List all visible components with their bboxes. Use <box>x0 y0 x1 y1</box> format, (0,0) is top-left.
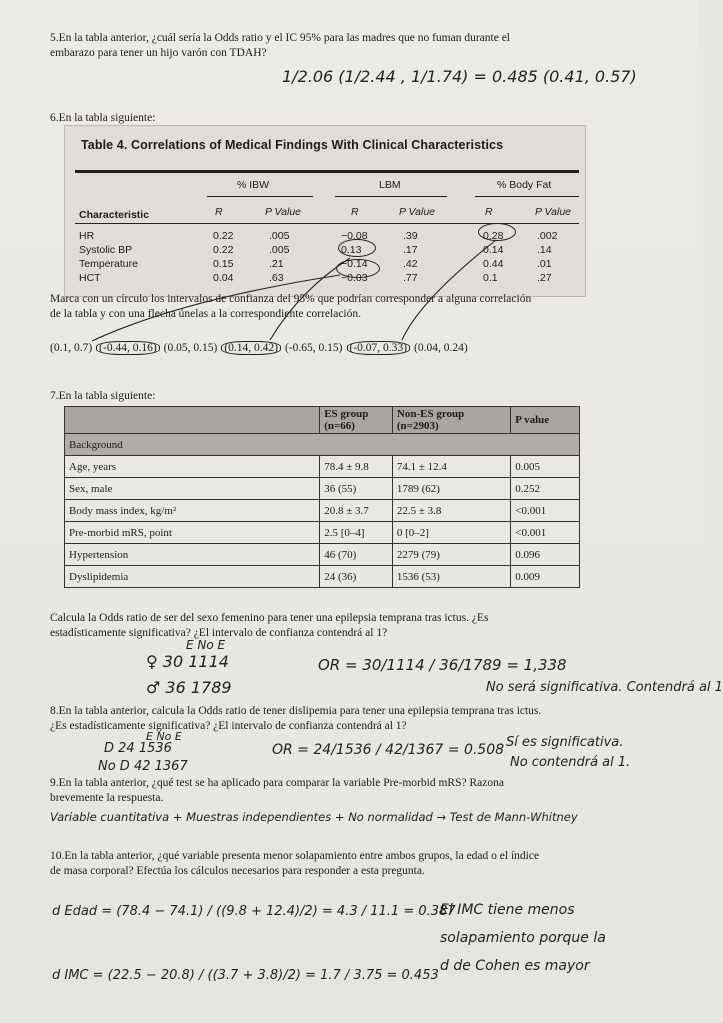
t4-cell: −0.14 <box>341 258 368 270</box>
table7-cell-p: 0.252 <box>511 478 580 500</box>
q7-hand-or: OR = 30/1114 / 36/1789 = 1,338 <box>318 656 567 674</box>
header-es <box>320 407 393 434</box>
t4-row-label: Systolic BP <box>79 244 133 256</box>
header-non-n: (n=2903) <box>396 420 439 432</box>
q8-hand-header: E No E <box>146 730 182 743</box>
t4-row-label: HR <box>79 230 95 242</box>
q7-question-line1: Calcula la Odds ratio de ser del sexo femenino para tener una epilepsia temprana tras ictus. ¿Es <box>50 612 489 624</box>
table7-cell-es: 20.8 ± 3.7 <box>320 500 393 522</box>
interval-item: (-0.65, 0.15) <box>285 342 343 354</box>
table7-cell-p: <0.001 <box>511 522 580 544</box>
t4-row-label: Temperature <box>79 258 138 270</box>
table7-cell-es: 36 (55) <box>320 478 393 500</box>
q8-hand-nd: No D 42 1367 <box>98 759 188 774</box>
q8-hand-conclusion2: No contendrá al 1. <box>510 755 631 770</box>
q7-question-line2: estadísticamente significativa? ¿El intervalo de confianza contendrá al 1? <box>50 627 388 639</box>
interval-item: (0.05, 0.15) <box>163 342 218 354</box>
header-es-n: (n=66) <box>324 420 355 432</box>
header-es-label: ES group <box>324 408 369 420</box>
col-r-1: R <box>215 206 223 218</box>
col-p-2: P Value <box>399 206 435 218</box>
q7-text: 7.En la tabla siguiente: <box>50 390 156 402</box>
t4-cell: .42 <box>403 258 418 270</box>
q7-hand-conclusion: No será significativa. Contendrá al 1 <box>486 680 723 695</box>
table7-cell-label: Pre-morbid mRS, point <box>65 522 320 544</box>
interval-item: (-0.07, 0.33) <box>347 341 411 355</box>
table7-cell-non: 1536 (53) <box>392 566 510 588</box>
q7-hand-female: ♀ 30 1114 <box>146 652 229 671</box>
col-p-1: P Value <box>265 206 301 218</box>
q10-hand-edad: d Edad = (78.4 − 74.1) / ((9.8 + 12.4)/2) = 4.3 / 11.1 = 0.387 <box>52 904 456 919</box>
table7 <box>64 406 580 588</box>
table-row <box>65 566 580 588</box>
q5-text-line1: 5.En la tabla anterior, ¿cuál sería la Odds ratio y el IC 95% para las madres que no fuman durante el <box>50 32 511 44</box>
q8-question-line2: ¿Es estadísticamente significativa? ¿El intervalo de confianza contendrá al 1? <box>50 720 407 732</box>
t4-cell: .01 <box>537 258 552 270</box>
table-row <box>65 456 580 478</box>
table7-cell-es: 2.5 [0–4] <box>320 522 393 544</box>
col-r-2: R <box>351 206 359 218</box>
table7-cell-label: Hypertension <box>65 544 320 566</box>
table7-cell-non: 0 [0–2] <box>392 522 510 544</box>
table7-rows <box>65 456 580 588</box>
interval-item: (0.04, 0.24) <box>414 342 468 354</box>
table7-cell-es: 78.4 ± 9.8 <box>320 456 393 478</box>
q8-hand-d: D 24 1536 <box>104 741 172 756</box>
table7-cell-p: 0.005 <box>511 456 580 478</box>
header-non-label: Non-ES group <box>396 408 465 420</box>
table-row <box>65 500 580 522</box>
t4-cell: .005 <box>269 230 290 242</box>
t4-cell: 0.22 <box>213 230 234 242</box>
table7-cell-es: 24 (36) <box>320 566 393 588</box>
t4-cell: 0.14 <box>483 244 504 256</box>
t4-row-label: HCT <box>79 272 101 284</box>
hand-arrows <box>0 0 697 400</box>
header-blank <box>65 407 320 434</box>
t4-cell: .21 <box>269 258 284 270</box>
t4-cell: .27 <box>537 272 552 284</box>
t4-cell: 0.28 <box>483 230 504 242</box>
q10-hand-imc: d IMC = (22.5 − 20.8) / ((3.7 + 3.8)/2) = 1.7 / 3.75 = 0.453 <box>52 968 439 983</box>
table7-cell-label: Sex, male <box>65 478 320 500</box>
q6-instruction-line2: de la tabla y con una flecha únelas a la correspondiente correlación. <box>50 308 361 320</box>
t4-cell: 0.04 <box>213 272 234 284</box>
table7-cell-non: 2279 (79) <box>392 544 510 566</box>
table7-cell-non: 74.1 ± 12.4 <box>392 456 510 478</box>
table7-cell-p: 0.009 <box>511 566 580 588</box>
t4-cell: .39 <box>403 230 418 242</box>
group-bodyfat: % Body Fat <box>497 179 552 191</box>
table4-title: Table 4. Correlations of Medical Findings With Clinical Characteristics <box>81 138 504 152</box>
table-row <box>65 478 580 500</box>
table-row <box>65 544 580 566</box>
t4-cell: .63 <box>269 272 284 284</box>
q10-question-line2: de masa corporal? Efectúa los cálculos necesarios para responder a esta pregunta. <box>50 865 425 877</box>
t4-cell: 0.1 <box>483 272 498 284</box>
q7-hand-male: ♂ 36 1789 <box>146 678 232 697</box>
table7-cell-non: 22.5 ± 3.8 <box>392 500 510 522</box>
q5-text-line2: embarazo para tener un hijo varón con TDAH? <box>50 47 267 59</box>
q10-question-line1: 10.En la tabla anterior, ¿qué variable presenta menor solapamiento entre ambos grupos, la edad o el índice <box>50 850 540 862</box>
interval-item: (-0.44, 0.16) <box>96 341 160 355</box>
q9-hand-answer: Variable cuantitativa + Muestras independientes + No normalidad → Test de Mann-Whitney <box>50 810 578 824</box>
table7-cell-label: Body mass index, kg/m² <box>65 500 320 522</box>
group-ibw: % IBW <box>237 179 270 191</box>
table-row <box>65 522 580 544</box>
header-non-es <box>392 407 510 434</box>
col-p-3: P Value <box>535 206 571 218</box>
table7-cell-label: Age, years <box>65 456 320 478</box>
t4-cell: .14 <box>537 244 552 256</box>
col-r-3: R <box>485 206 493 218</box>
t4-cell: .77 <box>403 272 418 284</box>
q6-instruction-line1: Marca con un círculo los intervalos de confianza del 95% que podrían corresponder a alguna correlación <box>50 293 532 305</box>
table7-cell-non: 1789 (62) <box>392 478 510 500</box>
t4-cell: .17 <box>403 244 418 256</box>
t4-cell: 0.44 <box>483 258 504 270</box>
header-pvalue: P value <box>511 407 580 434</box>
q8-question-line1: 8.En la tabla anterior, calcula la Odds ratio de tener dislipemia para tener una epilepsia temprana tras ictus. <box>50 705 542 717</box>
group-lbm: LBM <box>379 179 401 191</box>
q9-question-line1: 9.En la tabla anterior, ¿qué test se ha aplicado para comparar la variable Pre-morbid mRS? Razona <box>50 777 504 789</box>
q10-hand-conclusion1: El IMC tiene menos <box>440 902 575 918</box>
q8-hand-conclusion1: Sí es significativa. <box>506 735 624 750</box>
t4-cell: 0.15 <box>213 258 234 270</box>
t4-cell: 0.13 <box>341 244 362 256</box>
table7-cell-p: 0.096 <box>511 544 580 566</box>
q6-text: 6.En la tabla siguiente: <box>50 112 156 124</box>
t4-cell: −0.03 <box>341 272 368 284</box>
q10-hand-conclusion2: solapamiento porque la <box>440 930 606 946</box>
q5-handwritten-answer: 1/2.06 (1/2.44 , 1/1.74) = 0.485 (0.41, 0.57) <box>282 67 637 86</box>
col-characteristic: Characteristic <box>79 209 150 221</box>
table7-cell-label: Dyslipidemia <box>65 566 320 588</box>
table7-cell-es: 46 (70) <box>320 544 393 566</box>
t4-cell: 0.22 <box>213 244 234 256</box>
section-background: Background <box>65 434 580 456</box>
t4-cell: .005 <box>269 244 290 256</box>
q9-question-line2: brevemente la respuesta. <box>50 792 164 804</box>
interval-item: (0.14, 0.42) <box>221 341 281 355</box>
q10-hand-conclusion3: d de Cohen es mayor <box>440 958 590 974</box>
q7-hand-header: E No E <box>186 638 226 652</box>
interval-item: (0.1, 0.7) <box>50 342 93 354</box>
t4-cell: −0.08 <box>341 230 368 242</box>
t4-cell: .002 <box>537 230 558 242</box>
table7-cell-p: <0.001 <box>511 500 580 522</box>
q8-hand-or: OR = 24/1536 / 42/1367 = 0.508 <box>272 742 505 758</box>
